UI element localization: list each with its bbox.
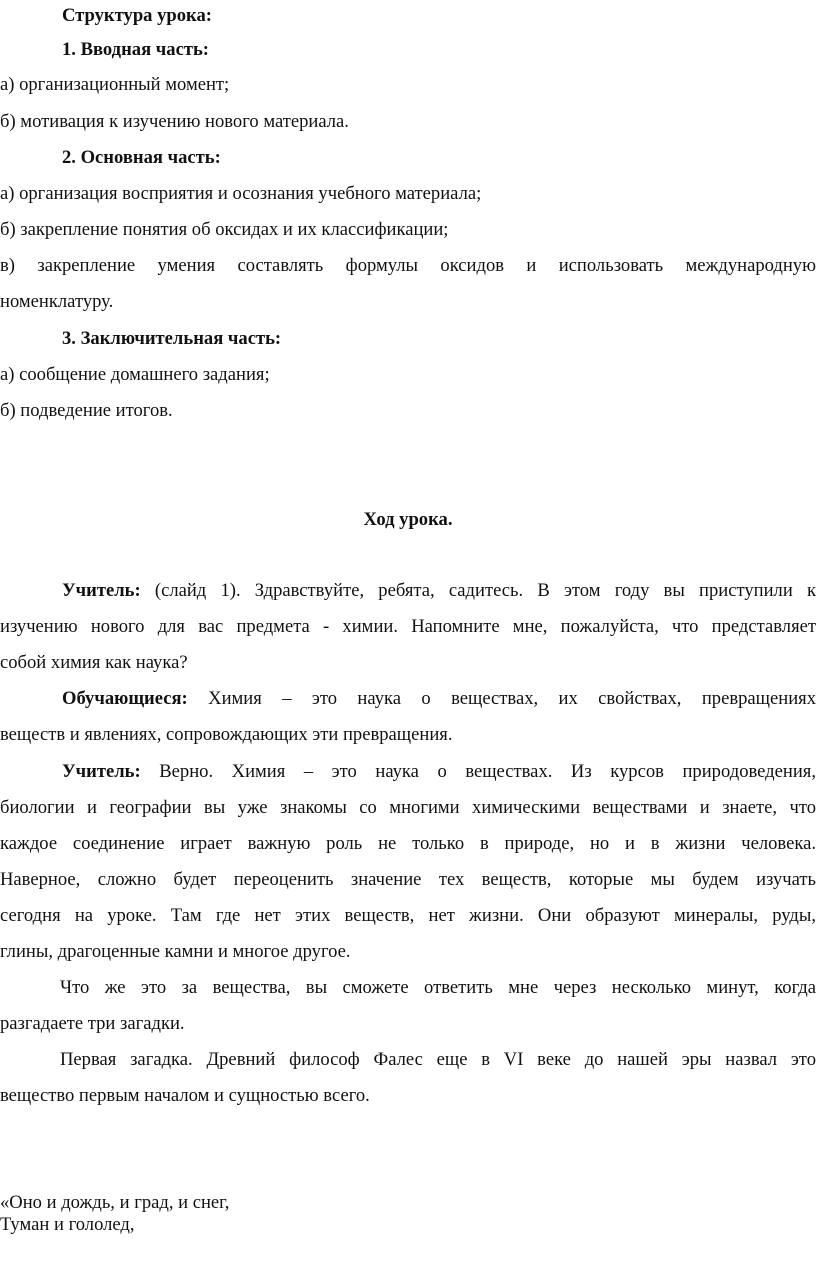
section-3-heading: 3. Заключительная часть: xyxy=(62,328,282,349)
section-2-heading: 2. Основная часть: xyxy=(62,147,221,168)
section-2-item-c-cont: номенклатуру. xyxy=(0,291,114,312)
p4-line-2: разгадаете три загадки. xyxy=(0,1013,185,1034)
lesson-title: Ход урока. xyxy=(363,509,453,530)
section-1-item-a: а) организационный момент; xyxy=(0,74,230,95)
section-1-heading: 1. Вводная часть: xyxy=(62,39,209,60)
p3-line-1 xyxy=(62,760,816,784)
section-2-item-a: а) организация восприятия и осознания учебного материала; xyxy=(0,183,482,204)
p5-line-2: вещество первым началом и сущностью всего. xyxy=(0,1085,370,1106)
p5-line-1: Первая загадка. Древний философ Фалес еще в VI веке до нашей эры назвал это xyxy=(60,1049,816,1070)
section-3-item-b: б) подведение итогов. xyxy=(0,400,173,421)
p3-line-6: глины, драгоценные камни и многое другое. xyxy=(0,941,351,962)
p2-text: Химия – это наука о веществах, их свойствах, превращениях xyxy=(187,688,816,709)
p1-line-1 xyxy=(62,579,816,603)
p1-speaker: Учитель: xyxy=(62,580,141,601)
p3-line-3: каждое соединение играет важную роль не только в природе, но и в жизни человека. xyxy=(0,833,816,854)
p3-line-5: сегодня на уроке. Там где нет этих веществ, нет жизни. Они образуют минералы, руды, xyxy=(0,905,816,926)
p2-speaker: Обучающиеся: xyxy=(62,688,188,709)
p1-line-3: собой химия как наука? xyxy=(0,652,188,673)
poem-line-1: «Оно и дождь, и град, и снег, xyxy=(0,1192,230,1213)
section-2-item-c: в) закрепление умения составлять формулы оксидов и использовать международную xyxy=(0,255,816,276)
structure-title: Структура урока: xyxy=(62,5,212,26)
section-2-item-b: б) закрепление понятия об оксидах и их классификации; xyxy=(0,219,449,240)
section-1-item-b: б) мотивация к изучению нового материала. xyxy=(0,111,349,132)
p1-text: (слайд 1). Здравствуйте, ребята, садитесь. В этом году вы приступили к xyxy=(140,580,816,601)
p2-line-1 xyxy=(62,687,816,711)
p3-text: Верно. Химия – это наука о веществах. Из курсов природоведения, xyxy=(140,761,816,782)
p4-line-1: Что же это за вещества, вы сможете ответить мне через несколько минут, когда xyxy=(60,977,816,998)
p3-line-2: биологии и географии вы уже знакомы со многими химическими веществами и знаете, что xyxy=(0,797,816,818)
p2-line-2: веществ и явлениях, сопровождающих эти превращения. xyxy=(0,724,453,745)
poem-line-2: Туман и гололед, xyxy=(0,1214,135,1235)
p3-speaker: Учитель: xyxy=(62,761,141,782)
section-3-item-a: а) сообщение домашнего задания; xyxy=(0,364,270,385)
p3-line-4: Наверное, сложно будет переоценить значение тех веществ, которые мы будем изучать xyxy=(0,869,816,890)
p1-line-2: изучению нового для вас предмета - химии. Напомните мне, пожалуйста, что представляет xyxy=(0,616,816,637)
